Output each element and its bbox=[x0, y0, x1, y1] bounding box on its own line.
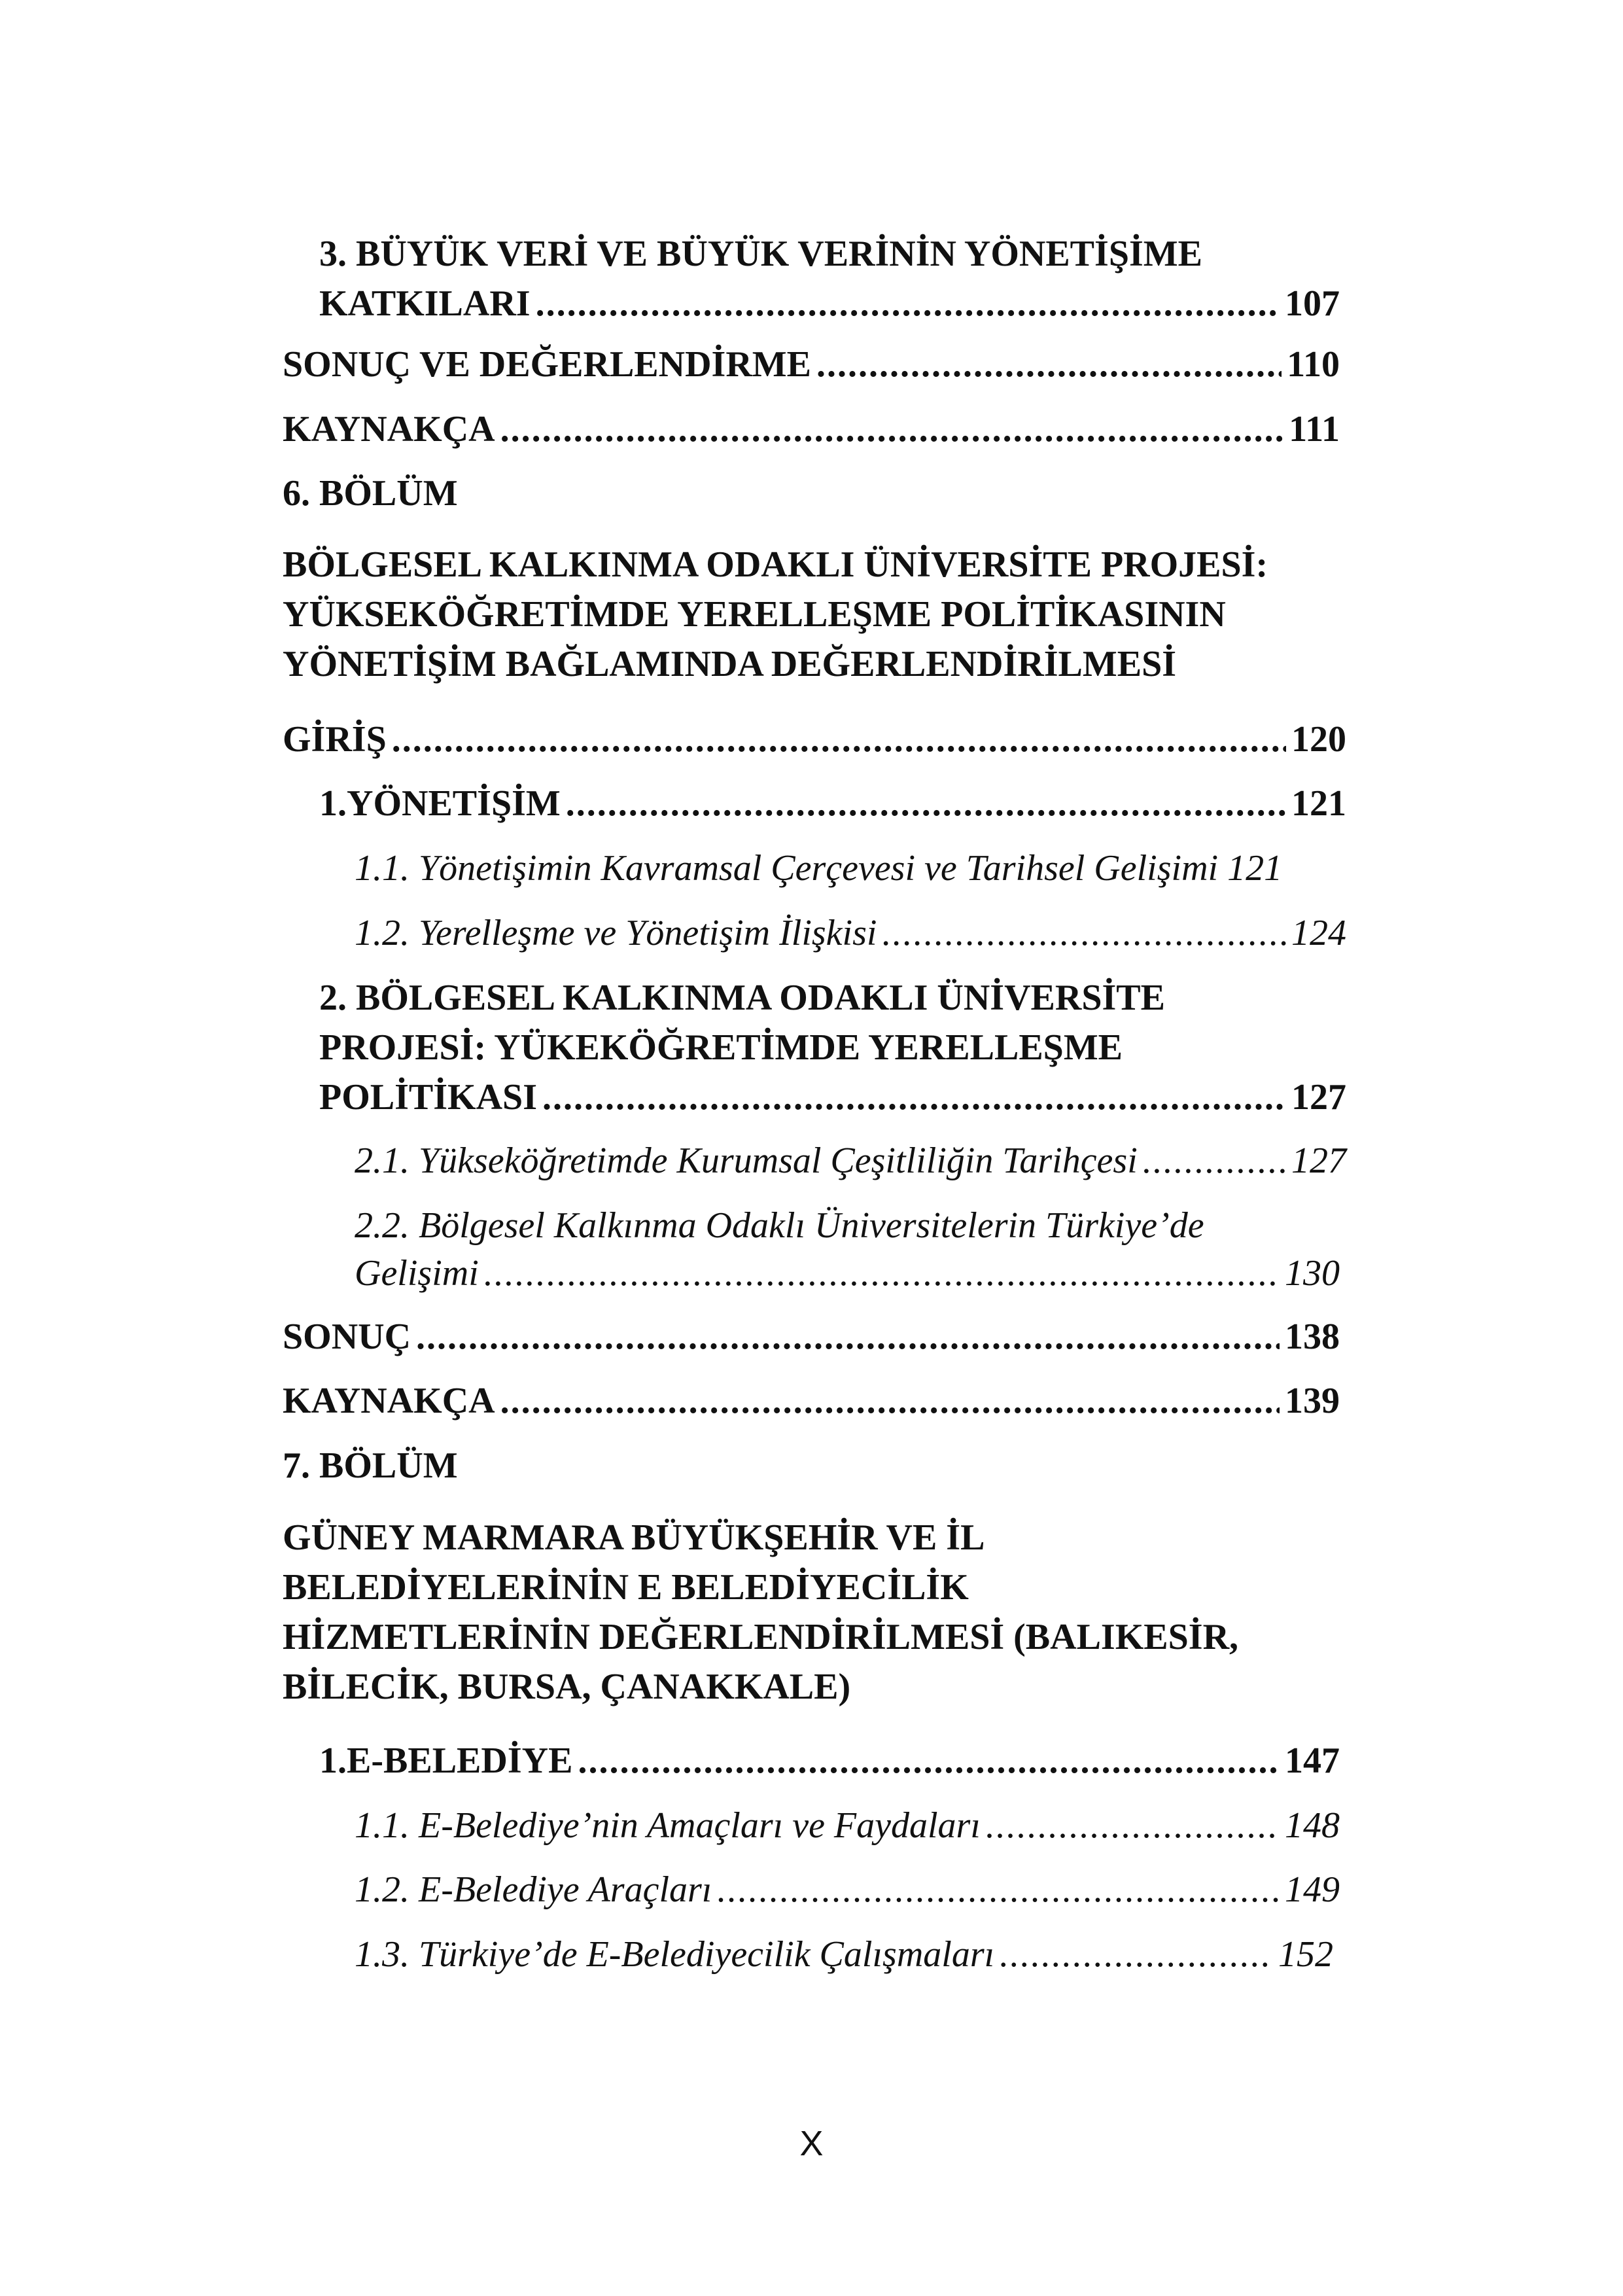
dot-leader bbox=[500, 1377, 1280, 1425]
chapter-title-line: YÜKSEKÖĞRETİMDE YERELLEŞME POLİTİKASININ bbox=[283, 594, 1226, 635]
toc-entry-big-data-line1 bbox=[319, 230, 1340, 278]
chapter-title-line: BİLECİK, BURSA, ÇANAKKALE) bbox=[283, 1667, 851, 1707]
toc-entry-title: KAYNAKÇA bbox=[283, 409, 495, 450]
toc-entry-title: KATKILARI bbox=[319, 283, 531, 324]
dot-leader bbox=[392, 715, 1286, 764]
toc-entry-line: PROJESİ: YÜKEKÖĞRETİMDE YERELLEŞME bbox=[319, 1027, 1123, 1068]
page-number: 110 bbox=[1287, 344, 1340, 385]
toc-entry-title: SONUÇ bbox=[283, 1316, 411, 1357]
page-number-footer: X bbox=[799, 2124, 824, 2163]
dot-leader bbox=[416, 1313, 1280, 1361]
toc-entry-sonuc bbox=[283, 1313, 1340, 1361]
chapter-title-line: GÜNEY MARMARA BÜYÜKŞEHİR VE İL bbox=[283, 1517, 985, 1558]
toc-entry-giris bbox=[283, 715, 1346, 764]
dot-leader bbox=[484, 1249, 1280, 1298]
toc-entry-bolgesel-kalkinma bbox=[319, 1073, 1346, 1122]
toc-entry-title: SONUÇ VE DEĞERLENDİRME bbox=[283, 344, 811, 385]
page-number: 139 bbox=[1285, 1381, 1340, 1421]
page-number: 124 bbox=[1291, 913, 1346, 953]
toc-entry-e-belediye bbox=[319, 1737, 1340, 1785]
chapter-title-line: BÖLGESEL KALKINMA ODAKLI ÜNİVERSİTE PROJESİ: bbox=[283, 544, 1268, 585]
toc-subentry-line: 2.2. Bölgesel Kalkınma Odaklı Üniversitelerin Türkiye’de bbox=[355, 1205, 1204, 1246]
page-number: 111 bbox=[1289, 409, 1340, 450]
page-number: 107 bbox=[1285, 283, 1340, 324]
toc-subentry bbox=[355, 1865, 1340, 1914]
page-number: 149 bbox=[1285, 1869, 1340, 1910]
toc-entry-title: POLİTİKASI bbox=[319, 1077, 537, 1118]
page-number: 148 bbox=[1285, 1805, 1340, 1846]
toc-entry-title: GİRİŞ bbox=[283, 719, 387, 760]
dot-leader bbox=[986, 1801, 1280, 1850]
toc-entry-title: 1.E-BELEDİYE bbox=[319, 1740, 573, 1781]
toc-entry-title: Gelişimi bbox=[355, 1253, 479, 1294]
toc-entry-title: 1.1. Yönetişimin Kavramsal Çerçevesi ve Tarihsel Gelişimi 121 bbox=[355, 848, 1283, 889]
page-number: 120 bbox=[1291, 719, 1346, 760]
chapter-title-line: HİZMETLERİNİN DEĞERLENDİRİLMESİ (BALIKESİR, bbox=[283, 1617, 1239, 1657]
toc-subentry bbox=[355, 1930, 1333, 1979]
chapter-label: 7. BÖLÜM bbox=[283, 1445, 458, 1486]
page-number: 147 bbox=[1285, 1740, 1340, 1781]
toc-subentry bbox=[355, 1249, 1340, 1298]
dot-leader bbox=[882, 909, 1286, 957]
dot-leader bbox=[1000, 1930, 1273, 1979]
toc-entry-yonetisim bbox=[319, 779, 1346, 828]
dot-leader bbox=[816, 340, 1282, 389]
toc-entry-title: 1.3. Türkiye’de E-Belediyecilik Çalışmaları bbox=[355, 1934, 995, 1975]
dot-leader bbox=[542, 1073, 1286, 1122]
toc-entry-big-data bbox=[319, 279, 1340, 328]
toc-entry-title: 3. BÜYÜK VERİ VE BÜYÜK VERİNİN YÖNETİŞİME bbox=[319, 234, 1202, 274]
page-number: 152 bbox=[1278, 1934, 1333, 1975]
toc-entry-kaynakca bbox=[283, 405, 1340, 453]
dot-leader bbox=[717, 1865, 1280, 1914]
dot-leader bbox=[500, 405, 1284, 453]
toc-entry-title: 2.1. Yükseköğretimde Kurumsal Çeşitliliğin Tarihçesi bbox=[355, 1140, 1138, 1181]
toc-entry-kaynakca bbox=[283, 1377, 1340, 1425]
page-number: 138 bbox=[1285, 1316, 1340, 1357]
page-number: 127 bbox=[1291, 1140, 1346, 1181]
page-number: 130 bbox=[1285, 1253, 1340, 1294]
toc-entry-line: 2. BÖLGESEL KALKINMA ODAKLI ÜNİVERSİTE bbox=[319, 978, 1165, 1018]
toc-subentry bbox=[355, 1137, 1346, 1185]
toc-entry-title: 1.2. Yerelleşme ve Yönetişim İlişkisi bbox=[355, 913, 877, 953]
dot-leader bbox=[536, 279, 1280, 328]
dot-leader bbox=[1143, 1137, 1286, 1185]
dot-leader bbox=[566, 779, 1286, 828]
chapter-title-line: YÖNETİŞİM BAĞLAMINDA DEĞERLENDİRİLMESİ bbox=[283, 644, 1177, 684]
toc-subentry bbox=[355, 909, 1346, 957]
dot-leader bbox=[578, 1737, 1280, 1785]
chapter-label: 6. BÖLÜM bbox=[283, 473, 458, 514]
toc-entry-title: 1.1. E-Belediye’nin Amaçları ve Faydaları bbox=[355, 1805, 981, 1846]
toc-subentry bbox=[355, 844, 1346, 892]
toc-entry-title: 1.YÖNETİŞİM bbox=[319, 783, 561, 824]
toc-entry-sonuc-degerlendirme bbox=[283, 340, 1340, 389]
toc-entry-title: KAYNAKÇA bbox=[283, 1381, 495, 1421]
toc-entry-title: 1.2. E-Belediye Araçları bbox=[355, 1869, 712, 1910]
page-number: 127 bbox=[1291, 1077, 1346, 1118]
toc-subentry bbox=[355, 1801, 1340, 1850]
page-number: 121 bbox=[1291, 783, 1346, 824]
chapter-title-line: BELEDİYELERİNİN E BELEDİYECİLİK bbox=[283, 1567, 969, 1608]
